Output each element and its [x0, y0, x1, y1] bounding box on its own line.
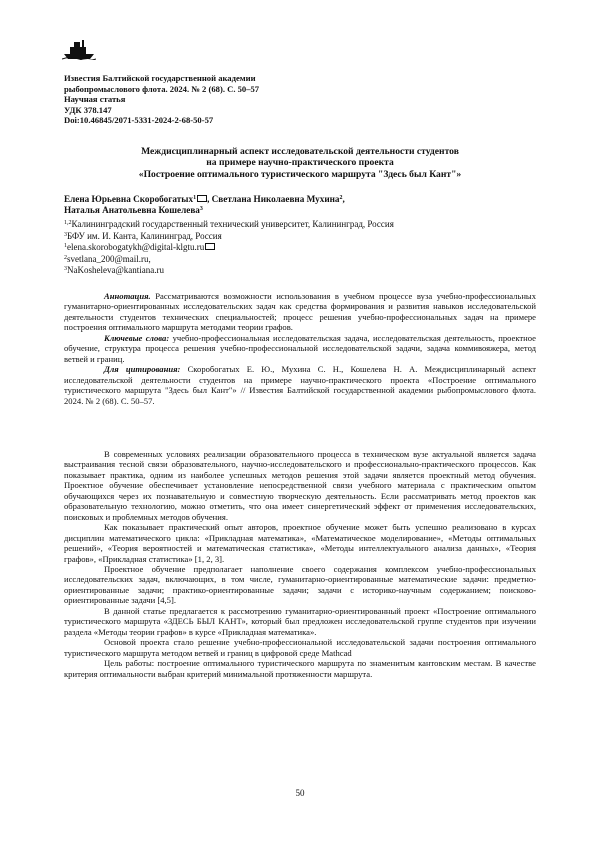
author-list: Елена Юрьевна Скоробогатых$^1$ , Светлана Николаевна Мухина$^2$, Наталья Анатольевна Кошелева$^3$: [64, 194, 345, 216]
body-paragraph: В данной статье предлагается к рассмотрению гуманитарно-ориентированный проект «Построение оптимального туристического маршрута «ЗДЕСЬ БЫЛ КАНТ», который был предложен исследовательской группе студентов при изучении раздела «Методы теории графов» в курсе «Прикладная математика».: [64, 605, 536, 637]
affiliation-line: $^3$БФУ им. И. Канта, Калининград, Россия: [64, 230, 222, 241]
body-paragraph: Цель работы: построение оптимального туристического маршрута по знаменитым кантовским местам. В качестве критерия оптимальности выбран критерий минимальной протяженности маршрута.: [64, 658, 536, 679]
body-paragraph: Проектное обучение предполагает наполнение своего содержания комплексом учебно-профессиональных исследовательских задач, включающих, в том числе, гуманитарно-ориентированные математические задачи: предметно-ориентированные задачи; практико-ориентированные задачи; задачи с историко-научным содержанием; поисково-ориентированные задачи [4,5].: [64, 563, 536, 606]
ship-logo-icon: [62, 38, 96, 60]
author-name: Наталья Анатольевна Кошелева: [64, 205, 200, 216]
article-title: [64, 146, 536, 180]
body-paragraph: В современных условиях реализации образовательного процесса в техническом вузе актуальной является задача выстраивания тесной связи образовательного, научно-исследовательского и профессионально-практического процессов. Как показывает практика, одним из наиболее успешных методов решения этой задачи является проектный метод обучения. Проектное обучение обеспечивает установление непосредственной связи учебного материала с практическим опытом обучающихся через их познавательную и совместную творческую деятельность. Если рассматривать метод проектов как образовательную технологию, можно отметить, что она имеет синергетический эффект от применения исследовательских, поисковых и проблемных методов обучения.: [64, 449, 536, 522]
body-paragraph: Основой проекта стало решение учебно-профессиональной исследовательской задачи построения оптимального туристического маршрута методом ветвей и границ в цифровой среде Mathcad: [64, 637, 536, 658]
journal-line-2: рыбопромыслового флота. 2024. № 2 (68). С. 50–57: [64, 83, 260, 94]
udc-code: УДК 378.147: [64, 104, 112, 115]
mail-icon[interactable]: [205, 243, 215, 250]
affiliations: [64, 219, 536, 277]
keywords-paragraph: Ключевые слова: учебно-профессиональная исследовательская задача, исследовательская деятельность, проектное обучение, структура процесса решения учебно-профессиональной исследовательской задачи, задача коммивояжера, метод ветвей и границ.: [64, 332, 537, 364]
email-line: $^3$NaKosheleva@kantiana.ru: [64, 265, 165, 276]
body-paragraph: Как показывает практический опыт авторов, проектное обучение может быть успешно реализовано в курсах дисциплин математического цикла: «Прикладная математика», «Математическое моделирование», «Методы оптимальных решений», «Теория вероятностей и математическая статистика», «Методы интеллектуального анализа данных», «Теория графов», «Прикладная статистика» [1, 2, 3].: [64, 522, 536, 564]
email-line: $^1$elena.skorobogatykh@digital-klgtu.ru: [64, 242, 536, 254]
doi: Doi:10.46845/2071-5331-2024-2-68-50-57: [64, 115, 214, 126]
page-number: 50: [295, 788, 305, 798]
title-line-3: «Построение оптимального туристического маршрута "Здесь был Кант"»: [138, 168, 462, 180]
citation-paragraph: Для цитирования: Скоробогатых Е. Ю., Мухина С. Н., Кошелева Н. А. Междисциплинарный аспект исследовательской деятельности студентов на примере научно-практического проекта «Построение оптимального туристического маршрута "Здесь был Кант"» // Известия Балтийской государственной академии рыбопромыслового флота. 2024. № 2 (68). С. 50–57.: [64, 364, 536, 406]
abstract-block: [64, 291, 536, 406]
title-line-2: на примере научно-практического проекта: [206, 157, 394, 169]
journal-meta: [64, 73, 484, 126]
email-line: $^2$svetlana_200@mail.ru,: [64, 253, 151, 264]
affiliation-line: $^{1,2}$Калининградский государственный технический университет, Калининград, Россия: [64, 219, 394, 229]
mail-icon[interactable]: [197, 195, 207, 202]
article-type: Научная статья: [64, 94, 126, 105]
journal-line-1: Известия Балтийской государственной академии: [64, 73, 256, 83]
email-link[interactable]: elena.skorobogatykh@digital-klgtu.ru: [67, 242, 205, 253]
title-line-1: Междисциплинарный аспект исследовательской деятельности студентов: [141, 146, 459, 157]
email-link[interactable]: NaKosheleva@kantiana.ru: [67, 265, 165, 276]
author-name: Светлана Николаевна Мухина: [211, 194, 340, 204]
article-body: [64, 449, 536, 679]
abstract-paragraph: Аннотация. Рассматриваются возможности использования в учебном процессе вуза учебно-профессиональных гуманитарно-ориентированных исследовательских задач как средства формирования и развития навыков исследовательской деятельности студентов технических специальностей; процесс решения учебно-профессиональных задач на примере построения оптимального маршрута методами теории графов.: [64, 291, 536, 333]
author-name: Елена Юрьевна Скоробогатых: [64, 194, 194, 204]
email-link[interactable]: svetlana_200@mail.ru,: [67, 253, 151, 264]
